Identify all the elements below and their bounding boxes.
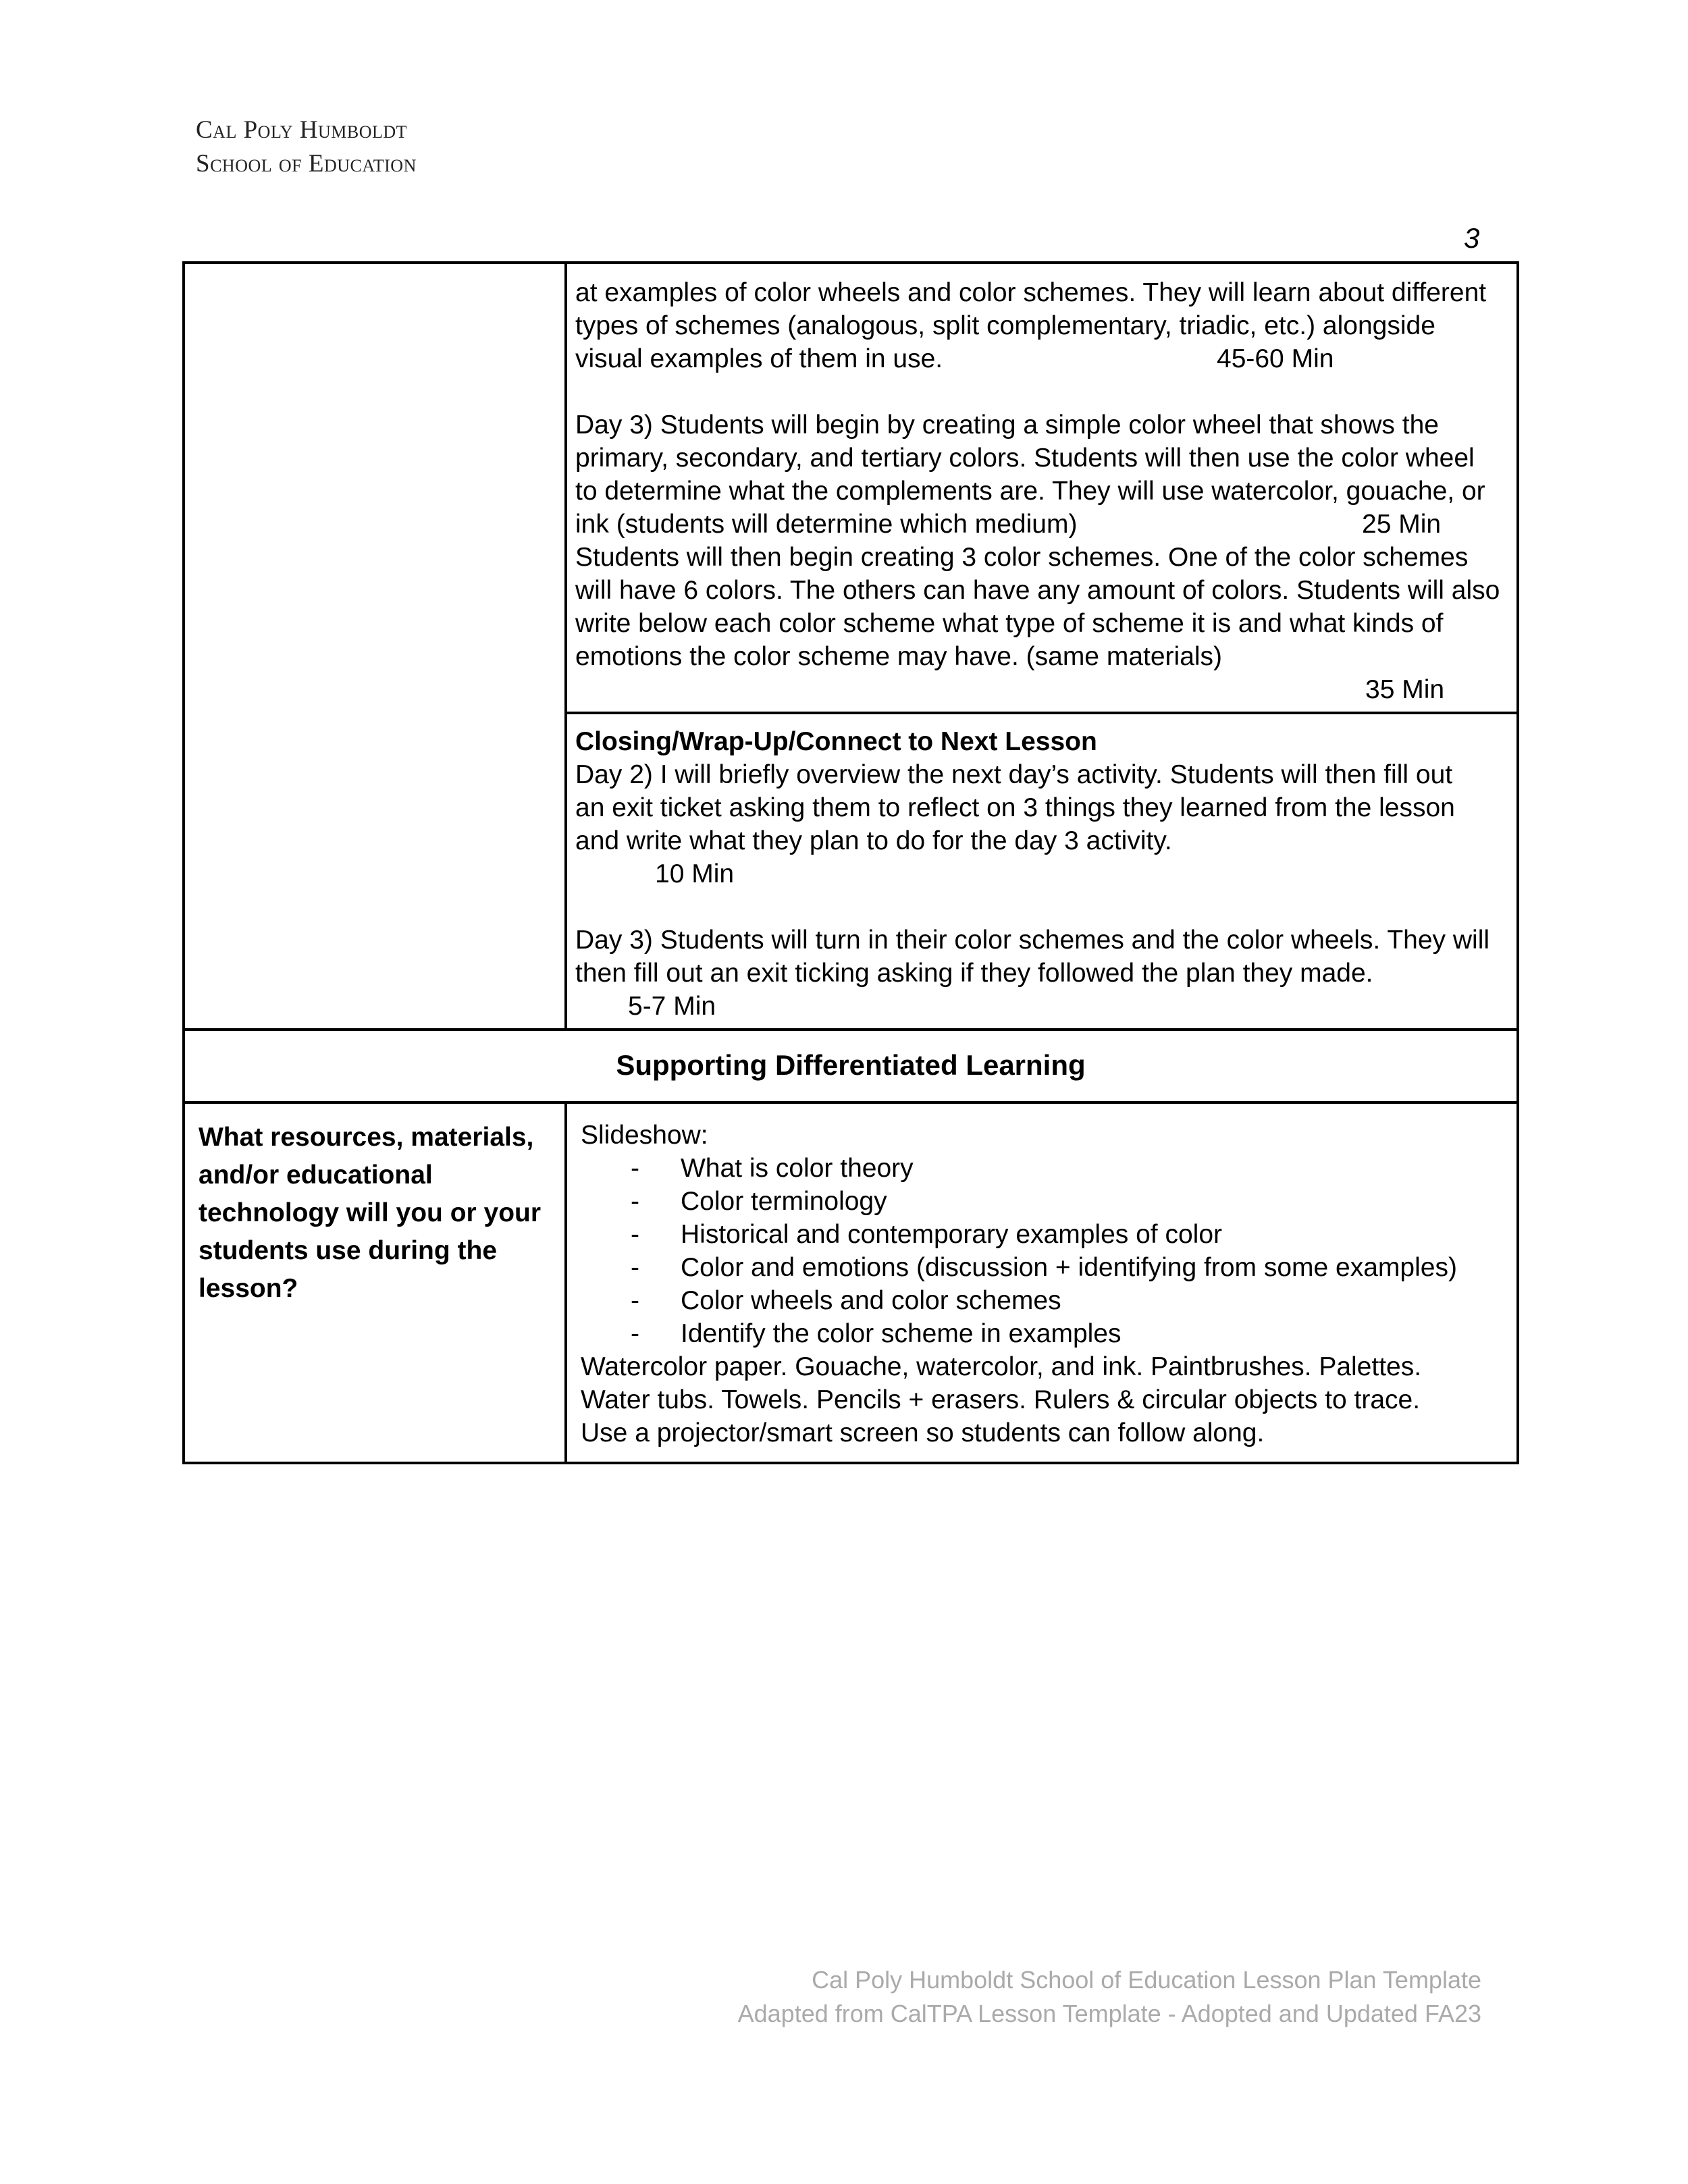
document-header [196,113,417,181]
document-footer [738,1963,1481,2031]
list-item-text: Color and emotions (discussion + identifying from some examples) [681,1253,1457,1282]
resources-answer-cell [566,1102,1518,1463]
question-line: students use during the [199,1236,498,1265]
bullet-marker: - [631,1154,639,1183]
procedure-line [575,342,1503,375]
closing-line: and write what they plan to do for the day 3 activity. [575,826,1172,855]
procedure-line: Students will then begin creating 3 color schemes. One of the color schemes [575,543,1469,572]
closing-line: then fill out an exit ticking asking if they followed the plan they made. [575,959,1373,988]
procedure-label-cell [184,263,566,1030]
list-item-text: Color wheels and color schemes [681,1286,1061,1315]
list-item [581,1251,1503,1284]
closing-cell [566,713,1518,1030]
resources-row [184,1102,1518,1463]
bullet-marker: - [631,1286,639,1315]
procedure-line: types of schemes (analogous, split complementary, triadic, etc.) alongside [575,311,1435,340]
procedure-line [575,673,1503,706]
bullet-marker: - [631,1220,639,1249]
materials-line: Use a projector/smart screen so students can follow along. [581,1418,1265,1447]
list-item [581,1185,1503,1218]
procedure-line-text: ink (students will determine which medium) [575,510,1078,539]
duration-label: 25 Min [1362,510,1442,539]
procedure-line-text: visual examples of them in use. [575,344,943,373]
procedure-cell [566,263,1518,713]
procedure-row [184,263,1518,713]
lesson-plan-table [182,261,1519,1464]
header-institution: Cal Poly Humboldt [196,116,408,144]
duration-label: 35 Min [1365,675,1445,704]
procedure-line: will have 6 colors. The others can have any amount of colors. Students will also [575,576,1500,605]
procedure-line: primary, secondary, and tertiary colors. Students will then use the color wheel [575,444,1475,473]
list-item-text: Color terminology [681,1187,887,1216]
resources-question-cell [184,1102,566,1463]
procedure-line: Day 3) Students will begin by creating a simple color wheel that shows the [575,410,1439,440]
question-line: technology will you or your [199,1198,542,1227]
list-item-text: Historical and contemporary examples of color [681,1220,1223,1249]
list-item [581,1152,1503,1185]
closing-line: an exit ticket asking them to reflect on 3 things they learned from the lesson [575,793,1455,822]
procedure-line: to determine what the complements are. They will use watercolor, gouache, or [575,477,1485,506]
section-heading: Supporting Differentiated Learning [616,1049,1086,1081]
duration-label: 5-7 Min [628,992,716,1021]
bullet-marker: - [631,1319,639,1348]
duration-label: 45-60 Min [1217,344,1334,373]
page-number: 3 [1464,222,1480,254]
list-item [581,1218,1503,1251]
footer-template-name: Cal Poly Humboldt School of Education Lesson Plan Template [812,1966,1481,1994]
procedure-line: emotions the color scheme may have. (same materials) [575,642,1223,671]
slideshow-label: Slideshow: [581,1121,708,1150]
list-item [581,1284,1503,1317]
section-heading-row [184,1030,1518,1102]
procedure-line: at examples of color wheels and color schemes. They will learn about different [575,278,1487,307]
bullet-marker: - [631,1187,639,1216]
closing-line: Day 2) I will briefly overview the next day’s activity. Students will then fill out [575,760,1453,789]
list-item-text: Identify the color scheme in examples [681,1319,1122,1348]
duration-label: 10 Min [655,859,735,888]
question-line: and/or educational [199,1161,433,1190]
list-item [581,1317,1503,1350]
materials-line: Watercolor paper. Gouache, watercolor, and ink. Paintbrushes. Palettes. [581,1352,1422,1381]
list-item-text: What is color theory [681,1154,914,1183]
procedure-line: write below each color scheme what type of scheme it is and what kinds of [575,609,1444,638]
header-school: School of Education [196,150,417,178]
procedure-line [575,508,1503,541]
bullet-marker: - [631,1253,639,1282]
question-line: What resources, materials, [199,1123,534,1152]
closing-line: Day 3) Students will turn in their color schemes and the color wheels. They will [575,926,1490,955]
question-line: lesson? [199,1274,298,1303]
footer-adaptation-note: Adapted from CalTPA Lesson Template - Adopted and Updated FA23 [737,2000,1481,2027]
resources-question [185,1104,564,1321]
closing-heading: Closing/Wrap-Up/Connect to Next Lesson [575,727,1097,756]
section-heading-cell [184,1030,1518,1102]
materials-line: Water tubs. Towels. Pencils + erasers. Rulers & circular objects to trace. [581,1385,1421,1414]
